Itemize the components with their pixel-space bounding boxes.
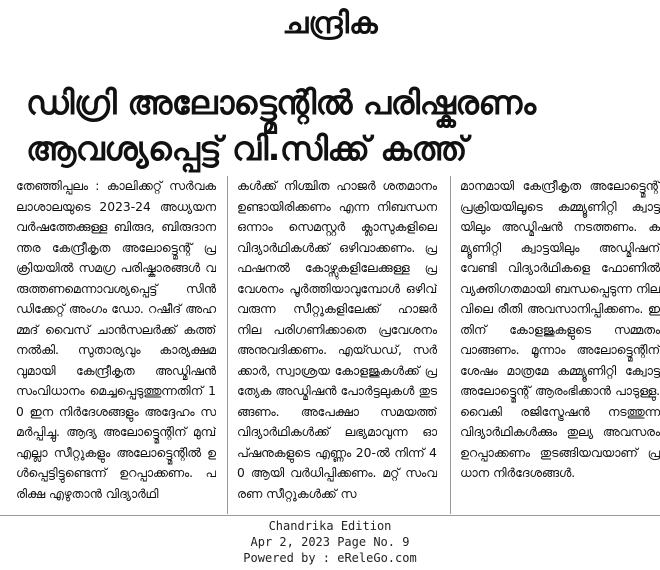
headline — [26, 80, 636, 172]
headline-line-1: ഡിഗ്രി അലോട്ട്മെന്റിൽ പരിഷ്കരണം — [26, 83, 536, 122]
article-column-2: കൾക്ക് നിശ്ചിത ഹാജർ ശതമാനം ഉണ്ടായിരിക്കണം എന്ന നിബന്ധന ഒന്നാം സെമസ്റ്റർ ക്ലാസുകളിലെ വിദ്യാർഥികൾക്ക് ഒഴിവാക്കണം. പ്രഫഷനൽ കോഴ്സുകളിലേക്കുള്ള പ്രവേശനം പൂർത്തിയാവുമ്പോൾ ഒഴിവ് വരുന്ന സീറ്റുകളിലേക്ക് ഹാജർ നില പരിഗണിക്കാതെ പ്രവേശനം അനുവദിക്കണം. എയ്ഡഡ്, സർക്കാർ, സ്വാശ്രയ കോളജുകൾക്ക് പ്രത്യേക അഡ്മിഷൻ പോർട്ടലുകൾ തുടങ്ങണം. അപേക്ഷാ സമയത്ത് വിദ്യാർഥികൾക്ക് ലഭ്യമാവുന്ന ഓപ്ഷനുകളുടെ എണ്ണം 20-ൽ നിന്ന് 40 ആയി വർധിപ്പിക്കണം. മറ്റ് സംവരണ സീറ്റുകൾക്ക് സ — [237, 179, 437, 501]
footer-divider — [0, 515, 660, 516]
edition-name: Chandrika Edition — [268, 519, 392, 533]
footer — [0, 518, 660, 566]
article-column-3: മാനമായി കേന്ദ്രീകൃത അലോട്ട്മെന്റ് പ്രക്രിയയിലൂടെ കമ്മ്യൂണിറ്റി ക്വാട്ടയിലും അഡ്മിഷൻ നടത്തണം. കമ്യൂണിറ്റി ക്വാട്ടയിലും അഡ്മിഷന് വേണ്ടി വിദ്യാർഥികളെ ഫോണിൽ വ്യക്തിഗതമായി ബന്ധപ്പെടുന്ന നിലവിലെ രീതി അവസാനിപ്പിക്കണം. ഇതിന് കോളജുകളുടെ സമ്മതം വാങ്ങണം. മൂന്നാം അലോട്ട്മെന്റിന് ശേഷം മാത്രമേ കമ്മ്യൂണിറ്റി ക്വോട്ട അലോട്ട്മെന്റ് ആരംഭിക്കാൻ പാടുള്ളു. വൈകി രജിസ്ട്രേഷൻ നടത്തുന്ന വിദ്യാർഥികൾക്കും തുല്യ അവസരം ഉറപ്പാക്കണം തുടങ്ങിയവയാണ് പ്രധാന നിർദേശങ്ങൾ. — [460, 179, 660, 480]
powered-by: Powered by : eReleGo.com — [243, 551, 417, 565]
edition-date: Apr 2, 2023 Page No. 9 — [250, 535, 410, 549]
column-divider — [450, 176, 451, 514]
article-column-1: തേഞ്ഞിപ്പലം : കാലിക്കറ്റ് സർവകലാശാലയുടെ 2023-24 അധ്യയന വർഷത്തേക്കുള്ള ബിരുദ, ബിരുദാനന്തര കേന്ദ്രീകൃത അലോട്ട്മെന്റ് പ്രക്രിയയിൽ സമഗ്ര പരിഷ്കാരങ്ങൾ വരുത്തണമെന്നാവശ്യപ്പെട്ട് സിൻഡിക്കേറ്റ് അംഗം ഡോ. റഷീദ് അഹമ്മദ് വൈസ് ചാൻസലർക്ക് കത്ത് നൽകി. സുതാര്യവും കാര്യക്ഷമവുമായി കേന്ദ്രീകൃത അഡ്മിഷൻ സംവിധാനം മെച്ചപ്പെടുത്തുന്നതിന് 10 ഇന നിർദേശങ്ങളും അദ്ദേഹം സമർപ്പിച്ചു. ആദ്യ അലോട്ട്മെന്റിന് മുമ്പ് എല്ലാ സീറ്റുകളും അലോട്ട്മെന്റിൽ ഉൾപ്പെട്ടിട്ടുണ്ടെന്ന് ഉറപ്പാക്കണം. പരിക്ഷ എഴുതാൻ വിദ്യാർഥി — [16, 179, 216, 501]
masthead-title: ചന്ദ്രിക — [282, 6, 378, 41]
headline-line-2: ആവശ്യപ്പെട്ട് വി.സിക്ക് കത്ത് — [26, 129, 467, 168]
column-divider — [227, 176, 228, 514]
article-body — [16, 176, 660, 514]
